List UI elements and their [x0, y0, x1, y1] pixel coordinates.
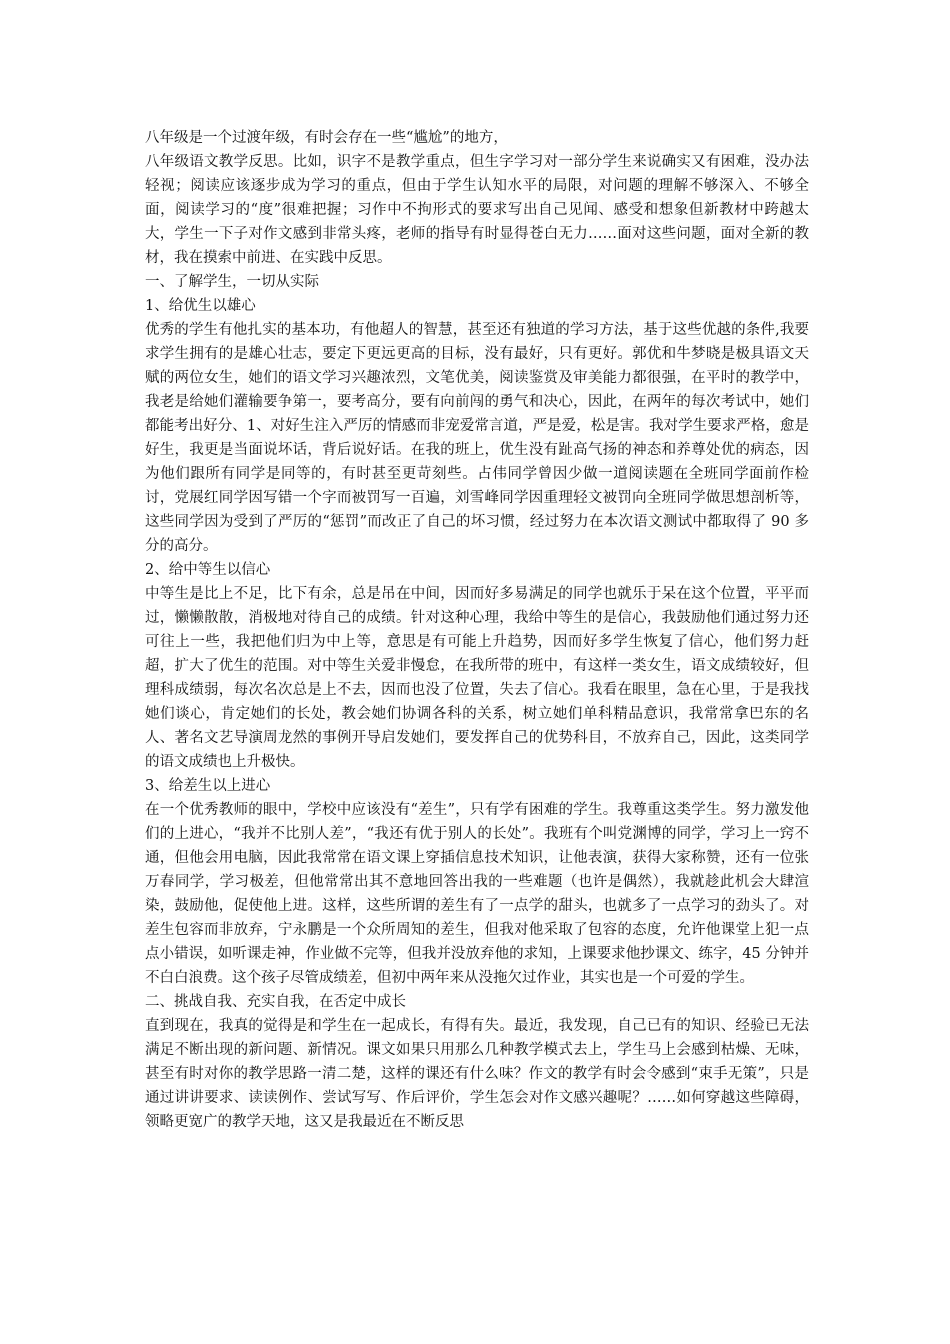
section-heading-2: 二、挑战自我、充实自我，在否定中成长: [145, 994, 406, 1010]
subheading-middle-students: 2、给中等生以信心: [145, 562, 271, 578]
intro-paragraph: 八年级语文教学反思。比如，识字不是教学重点，但生字学习对一部分学生来说确实又有困难，没办法轻视；阅读应该逐步成为学习的重点，但由于学生认知水平的局限，对问题的理解不够深入、不够全面，阅读学习的“度”很难把握；习作中不拘形式的要求写出自己见闻、感受和想象但新教材中跨越太大，学生一下子对作文感到非常头疼，老师的指导有时显得苍白无力……面对这些问题，面对全新的教材，我在摸索中前进、在实践中反思。: [145, 154, 809, 266]
paragraph-top-students: 优秀的学生有他扎实的基本功，有他超人的智慧，甚至还有独道的学习方法，基于这些优越的条件,我要求学生拥有的是雄心壮志，要定下更远更高的目标，没有最好，只有更好。郭优和牛梦晓是极具语文天赋的两位女生，她们的语文学习兴趣浓烈，文笔优美，阅读鉴赏及审美能力都很强，在平时的教学中，我老是给她们灌输要争第一，要考高分，要有向前闯的勇气和决心，因此，在两年的每次考试中，她们都能考出好分、1、对好生注入严厉的情感而非宠爱常言道，严是爱，松是害。我对学生要求严格，愈是好生，我更是当面说坏话，背后说好话。在我的班上，优生没有趾高气扬的神态和养尊处优的病态，因为他们跟所有同学是同等的，有时甚至更苛刻些。占伟同学曾因少做一道阅读题在全班同学面前作检讨，党展红同学因写错一个字而被罚写一百遍，刘雪峰同学因重理轻文被罚向全班同学做思想剖析等，这些同学因为受到了严厉的“惩罚”而改正了自己的坏习惯，经过努力在本次语文测试中都取得了 90 多分的高分。: [145, 322, 809, 554]
subheading-struggling-students: 3、给差生以上进心: [145, 778, 271, 794]
intro-line: 八年级是一个过渡年级，有时会存在一些“尴尬”的地方，: [145, 130, 508, 146]
subheading-top-students: 1、给优生以雄心: [145, 298, 256, 314]
document-body: [145, 126, 809, 1134]
section-heading-1: 一、了解学生，一切从实际: [145, 274, 319, 290]
paragraph-middle-students: 中等生是比上不足，比下有余，总是吊在中间，因而好多易满足的同学也就乐于呆在这个位置，平平而过，懒懒散散，消极地对待自己的成绩。针对这种心理，我给中等生的是信心，我鼓励他们通过努力还可往上一些，我把他们归为中上等，意思是有可能上升趋势，因而好多学生恢复了信心，他们努力赶超，扩大了优生的范围。对中等生关爱非慢怠，在我所带的班中，有这样一类女生，语文成绩较好，但理科成绩弱，每次名次总是上不去，因而也没了位置，失去了信心。我看在眼里，急在心里，于是我找她们谈心，肯定她们的长处，教会她们协调各科的关系，树立她们单科精品意识，我常常拿巴东的名人、著名文艺导演周龙然的事例开导启发她们，要发挥自己的优势科目，不放弃自己，因此，这类同学的语文成绩也上升极快。: [145, 586, 809, 770]
paragraph-struggling-students: 在一个优秀教师的眼中，学校中应该没有“差生”，只有学有困难的学生。我尊重这类学生。努力激发他们的上进心，“我并不比别人差”，“我还有优于别人的长处”。我班有个叫党渊博的同学，学习上一窍不通，但他会用电脑，因此我常常在语文课上穿插信息技术知识，让他表演，获得大家称赞，还有一位张万春同学，学习极差，但他常常出其不意地回答出我的一些难题（也许是偶然），我就趁此机会大肆渲染，鼓励他，促使他上进。这样，这些所谓的差生有了一点学的甜头，也就多了一点学习的劲头了。对差生包容而非放弃，宁永鹏是一个众所周知的差生，但我对他采取了包容的态度，允许他课堂上犯一点点小错误，如听课走神，作业做不完等，但我并没放弃他的求知，上课要求他抄课文、练字，45 分钟并不白白浪费。这个孩子尽管成绩差，但初中两年来从没拖欠过作业，其实也是一个可爱的学生。: [145, 802, 809, 986]
paragraph-self-growth: 直到现在，我真的觉得是和学生在一起成长，有得有失。最近，我发现，自己已有的知识、经验已无法满足不断出现的新问题、新情况。课文如果只用那么几种教学模式去上，学生马上会感到枯燥、无味，甚至有时对你的教学思路一清二楚，这样的课还有什么味？作文的教学有时会令感到“束手无策”，只是通过讲讲要求、读读例作、尝试写写、作后评价，学生怎会对作文感兴趣呢？……如何穿越这些障碍，领略更宽广的教学天地，这又是我最近在不断反思: [145, 1018, 809, 1130]
